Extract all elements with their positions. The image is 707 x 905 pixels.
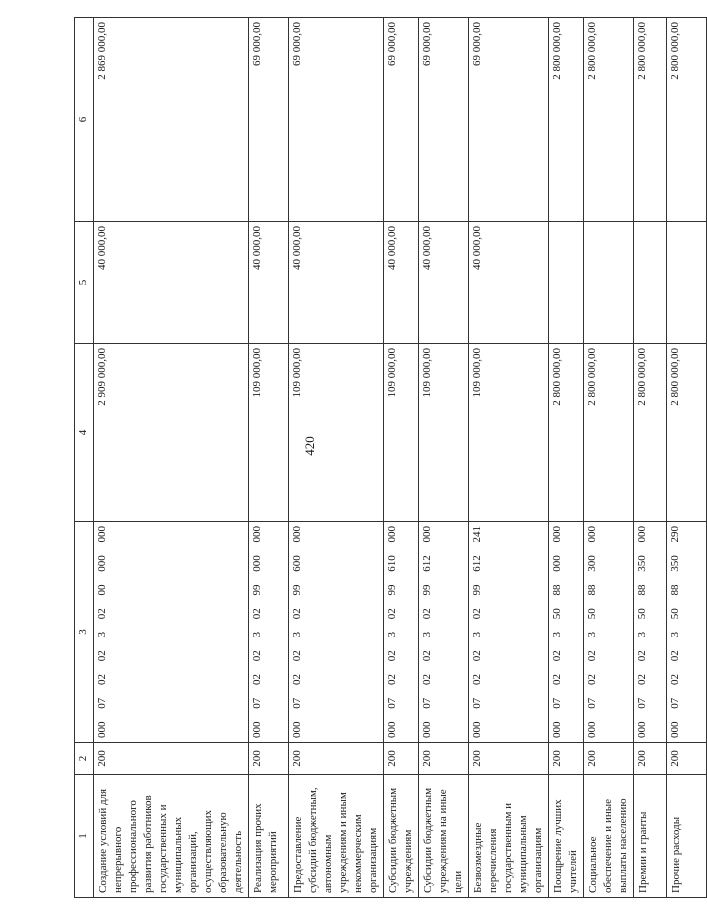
code-segment: 000: [251, 721, 263, 738]
budget-code: [96, 526, 108, 738]
row-mark-cell: 200: [289, 743, 384, 775]
row-name-cell: Создание условий для непрерывного профессионального развития работников государственных и муниципальных организаций, осуществляющих образовательную деятельность: [94, 775, 249, 898]
code-segment: 02: [471, 650, 483, 662]
column-header: 3: [75, 522, 94, 743]
row-col6-cell: 2 800 000,00: [634, 18, 667, 222]
code-segment: 02: [251, 674, 263, 685]
code-segment: 000: [386, 721, 398, 738]
row-name-cell: Субсидии бюджетным учреждениям на иные цели: [419, 775, 469, 898]
code-segment: 3: [669, 632, 681, 638]
column-header: 5: [75, 222, 94, 344]
row-code-cell: [249, 522, 289, 743]
row-col5-cell: 40 000,00: [469, 222, 549, 344]
code-segment: 50: [551, 608, 563, 620]
table-row: [94, 18, 249, 898]
code-segment: 3: [471, 632, 483, 638]
budget-code: [251, 526, 263, 738]
row-col5-cell: 40 000,00: [419, 222, 469, 344]
code-segment: 50: [586, 608, 598, 620]
code-segment: 07: [96, 697, 108, 709]
code-segment: 00: [96, 584, 108, 596]
row-col5-cell: [667, 222, 707, 344]
table-row: [419, 18, 469, 898]
code-segment: 000: [421, 526, 433, 543]
code-segment: 3: [291, 632, 303, 638]
code-segment: 000: [251, 555, 263, 572]
row-col4-cell: 2 800 000,00: [549, 344, 584, 522]
code-segment: 612: [421, 555, 433, 572]
row-col5-cell: 40 000,00: [289, 222, 384, 344]
code-segment: 50: [669, 608, 681, 620]
row-mark-cell: 200: [419, 743, 469, 775]
budget-code: [421, 526, 433, 738]
row-col6-cell: 69 000,00: [384, 18, 419, 222]
row-mark-cell: 200: [94, 743, 249, 775]
code-segment: 000: [551, 555, 563, 572]
code-segment: 610: [386, 555, 398, 572]
column-header: 4: [75, 344, 94, 522]
code-segment: 07: [551, 697, 563, 709]
code-segment: 07: [291, 697, 303, 709]
code-segment: 000: [291, 721, 303, 738]
code-segment: 99: [291, 584, 303, 596]
code-segment: 3: [421, 632, 433, 638]
code-segment: 02: [636, 674, 648, 685]
code-segment: 02: [251, 608, 263, 620]
table-row: [384, 18, 419, 898]
code-segment: 02: [471, 608, 483, 620]
table-row: [549, 18, 584, 898]
code-segment: 02: [669, 650, 681, 662]
code-segment: 99: [471, 584, 483, 596]
code-segment: 99: [386, 584, 398, 596]
code-segment: 88: [586, 584, 598, 596]
code-segment: 02: [291, 650, 303, 662]
code-segment: 02: [551, 674, 563, 685]
row-col4-cell: 2 800 000,00: [634, 344, 667, 522]
row-mark-cell: 200: [384, 743, 419, 775]
code-segment: 07: [471, 697, 483, 709]
row-col6-cell: 2 869 000,00: [94, 18, 249, 222]
code-segment: 3: [551, 632, 563, 638]
row-mark-cell: 200: [549, 743, 584, 775]
row-col6-cell: 2 800 000,00: [667, 18, 707, 222]
budget-code: [471, 526, 483, 738]
row-col6-cell: 69 000,00: [289, 18, 384, 222]
code-segment: 99: [251, 584, 263, 596]
budget-code: [636, 526, 648, 738]
table-row: [289, 18, 384, 898]
row-col6-cell: 69 000,00: [419, 18, 469, 222]
code-segment: 350: [636, 555, 648, 572]
rotated-table-wrapper: [74, 18, 682, 898]
row-mark-cell: 200: [469, 743, 549, 775]
code-segment: 000: [96, 526, 108, 543]
row-col4-cell: 109 000,00: [419, 344, 469, 522]
code-segment: 3: [636, 632, 648, 638]
code-segment: 02: [586, 650, 598, 662]
code-segment: 3: [96, 632, 108, 638]
code-segment: 02: [586, 674, 598, 685]
code-segment: 07: [386, 697, 398, 709]
table-body: [94, 18, 707, 898]
row-col5-cell: [634, 222, 667, 344]
code-segment: 000: [96, 721, 108, 738]
code-segment: 000: [636, 526, 648, 543]
code-segment: 000: [471, 721, 483, 738]
row-code-cell: [584, 522, 634, 743]
code-segment: 07: [251, 697, 263, 709]
row-col4-cell: 109 000,00: [249, 344, 289, 522]
row-col4-cell: 109 000,00: [469, 344, 549, 522]
code-segment: 000: [586, 721, 598, 738]
code-segment: 000: [636, 721, 648, 738]
code-segment: 99: [421, 584, 433, 596]
row-col6-cell: 69 000,00: [469, 18, 549, 222]
row-code-cell: [667, 522, 707, 743]
code-segment: 02: [636, 650, 648, 662]
code-segment: 000: [586, 526, 598, 543]
row-mark-cell: 200: [667, 743, 707, 775]
code-segment: 07: [636, 697, 648, 709]
code-segment: 02: [96, 608, 108, 620]
row-col5-cell: 40 000,00: [384, 222, 419, 344]
budget-code: [669, 526, 681, 738]
code-segment: 02: [386, 650, 398, 662]
row-code-cell: [549, 522, 584, 743]
row-col4-cell: 109 000,00: [384, 344, 419, 522]
row-code-cell: [384, 522, 419, 743]
code-segment: 07: [669, 697, 681, 709]
code-segment: 000: [551, 721, 563, 738]
code-segment: 07: [421, 697, 433, 709]
code-segment: 3: [386, 632, 398, 638]
row-name-cell: Предоставление субсидий бюджетным, автономным учреждениям и иным некоммерческим организациям: [289, 775, 384, 898]
row-name-cell: Безвозмездные перечисления государственным и муниципальным организациям: [469, 775, 549, 898]
column-number-row: [75, 18, 94, 898]
code-segment: 000: [291, 526, 303, 543]
code-segment: 3: [251, 632, 263, 638]
row-mark-cell: 200: [249, 743, 289, 775]
row-mark-cell: 200: [634, 743, 667, 775]
code-segment: 88: [636, 584, 648, 596]
code-segment: 000: [386, 526, 398, 543]
row-name-cell: Социальное обеспечение и иные выплаты населению: [584, 775, 634, 898]
code-segment: 02: [96, 674, 108, 685]
row-code-cell: [419, 522, 469, 743]
row-name-cell: Реализация прочих мероприятий: [249, 775, 289, 898]
code-segment: 000: [551, 526, 563, 543]
row-col6-cell: 2 800 000,00: [549, 18, 584, 222]
code-segment: 300: [586, 555, 598, 572]
budget-code: [291, 526, 303, 738]
code-segment: 02: [421, 674, 433, 685]
row-name-cell: Поощрение лучших учителей: [549, 775, 584, 898]
code-segment: 02: [386, 674, 398, 685]
code-segment: 02: [471, 674, 483, 685]
row-col5-cell: 40 000,00: [94, 222, 249, 344]
row-name-cell: Премии и гранты: [634, 775, 667, 898]
code-segment: 02: [669, 674, 681, 685]
row-col6-cell: 2 800 000,00: [584, 18, 634, 222]
budget-code: [586, 526, 598, 738]
table-row: [469, 18, 549, 898]
row-col5-cell: [549, 222, 584, 344]
code-segment: 50: [636, 608, 648, 620]
code-segment: 000: [421, 721, 433, 738]
row-col5-cell: [584, 222, 634, 344]
row-name-cell: Субсидии бюджетным учреждениям: [384, 775, 419, 898]
code-segment: 02: [96, 650, 108, 662]
row-col4-cell: 2 800 000,00: [584, 344, 634, 522]
code-segment: 241: [471, 526, 483, 543]
code-segment: 88: [551, 584, 563, 596]
table-row: [667, 18, 707, 898]
code-segment: 02: [551, 650, 563, 662]
code-segment: 02: [421, 608, 433, 620]
code-segment: 600: [291, 555, 303, 572]
budget-table: [74, 17, 707, 898]
table-row: [249, 18, 289, 898]
row-mark-cell: 200: [584, 743, 634, 775]
row-code-cell: [289, 522, 384, 743]
code-segment: 02: [291, 608, 303, 620]
code-segment: 02: [421, 650, 433, 662]
row-code-cell: [94, 522, 249, 743]
row-code-cell: [634, 522, 667, 743]
code-segment: 350: [669, 555, 681, 572]
budget-code: [551, 526, 563, 738]
row-col5-cell: 40 000,00: [249, 222, 289, 344]
column-header: 6: [75, 18, 94, 222]
code-segment: 000: [251, 526, 263, 543]
column-header: 1: [75, 775, 94, 898]
row-col6-cell: 69 000,00: [249, 18, 289, 222]
budget-code: [386, 526, 398, 738]
code-segment: 612: [471, 555, 483, 572]
code-segment: 3: [586, 632, 598, 638]
row-col4-cell: 109 000,00: [289, 344, 384, 522]
code-segment: 000: [96, 555, 108, 572]
code-segment: 02: [386, 608, 398, 620]
row-col4-cell: 2 800 000,00: [667, 344, 707, 522]
code-segment: 02: [291, 674, 303, 685]
row-code-cell: [469, 522, 549, 743]
code-segment: 02: [251, 650, 263, 662]
code-segment: 07: [586, 697, 598, 709]
row-col4-cell: 2 909 000,00: [94, 344, 249, 522]
page-number: 420: [302, 436, 317, 456]
code-segment: 88: [669, 584, 681, 596]
code-segment: 000: [669, 721, 681, 738]
row-name-cell: Прочие расходы: [667, 775, 707, 898]
table-row: [584, 18, 634, 898]
table-row: [634, 18, 667, 898]
code-segment: 290: [669, 526, 681, 543]
column-header: 2: [75, 743, 94, 775]
